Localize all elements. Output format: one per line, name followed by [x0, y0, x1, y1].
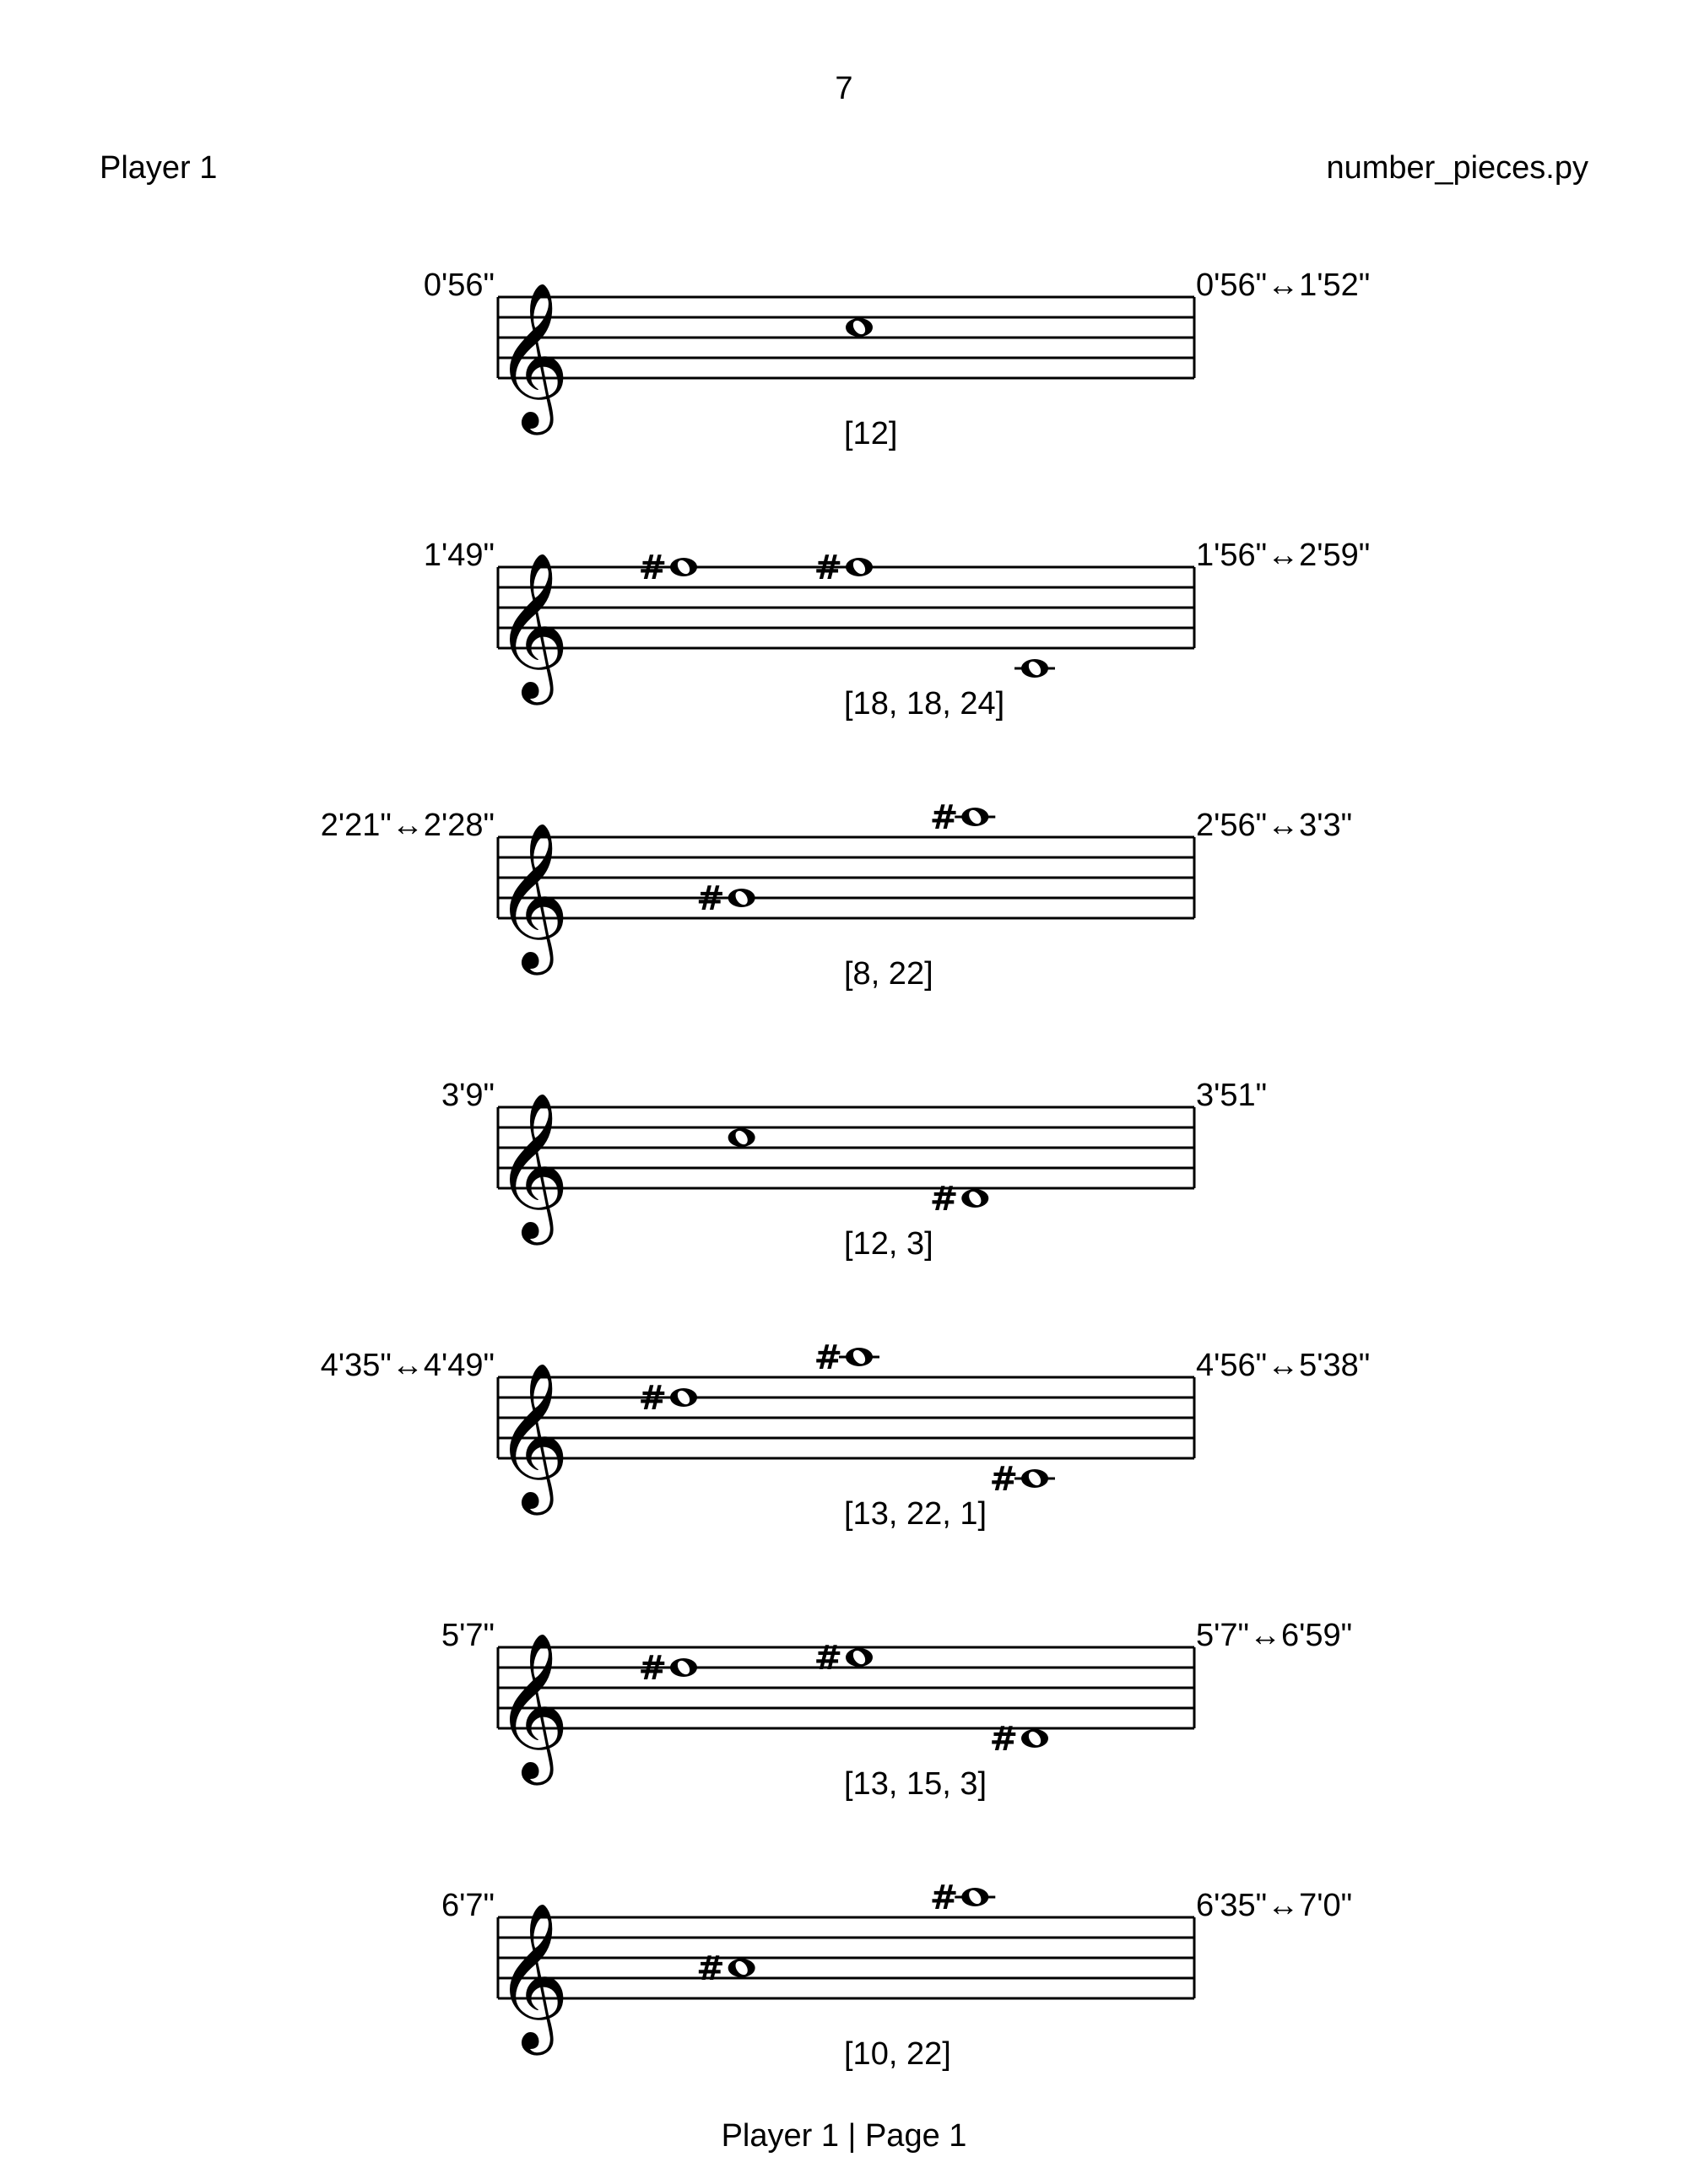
start-time-label: 6'7"	[441, 1888, 495, 1923]
pitch-list-label: [13, 22, 1]	[844, 1496, 987, 1532]
pitch-list-label: [12, 3]	[844, 1226, 933, 1262]
whole-note	[989, 1460, 1055, 1499]
sharp-icon: #	[638, 1379, 667, 1418]
sharp-icon: #	[929, 1180, 959, 1219]
treble-clef-icon: 𝄞	[495, 1362, 570, 1509]
start-time-label: 0'56"	[423, 268, 495, 303]
start-time-label: 1'49"	[423, 538, 495, 573]
end-time-label: 6'35"↔7'0"	[1196, 1888, 1353, 1923]
sharp-icon: #	[989, 1720, 1018, 1759]
pitch-list-label: [12]	[844, 416, 898, 451]
treble-clef-icon: 𝄞	[495, 822, 570, 969]
sharp-icon: #	[638, 549, 667, 587]
sharp-icon: #	[696, 879, 725, 918]
pitch-list-label: [10, 22]	[844, 2036, 951, 2072]
start-time-label: 3'9"	[441, 1078, 495, 1113]
sharp-icon: #	[638, 1649, 667, 1688]
treble-clef-icon: 𝄞	[495, 1632, 570, 1779]
end-time-label: 3'51"	[1196, 1078, 1268, 1113]
pitch-list-label: [18, 18, 24]	[844, 686, 1005, 722]
end-time-label: 2'56"↔3'3"	[1196, 808, 1353, 843]
end-time-label: 4'56"↔5'38"	[1196, 1348, 1371, 1383]
whole-note	[930, 1180, 989, 1219]
start-time-label: 2'21"↔2'28"	[320, 808, 495, 843]
treble-clef-icon: 𝄞	[495, 1092, 570, 1239]
pitch-list-label: [8, 22]	[844, 956, 933, 992]
whole-note	[814, 1639, 873, 1678]
start-time-label: 5'7"	[441, 1618, 495, 1653]
page-footer: Player 1 | Page 1	[721, 2118, 967, 2154]
staff-system	[321, 1338, 1371, 1532]
staff-system	[424, 538, 1370, 722]
start-time-label: 4'35"↔4'49"	[320, 1348, 495, 1383]
staff-system	[424, 268, 1370, 451]
end-time-label: 0'56"↔1'52"	[1196, 268, 1371, 303]
pitch-list-label: [13, 15, 3]	[844, 1766, 987, 1802]
sharp-icon: #	[929, 1879, 959, 1917]
whole-note	[989, 1720, 1048, 1759]
staff-system	[441, 1879, 1352, 2072]
treble-clef-icon: 𝄞	[495, 552, 570, 699]
whole-note	[846, 318, 873, 337]
whole-note	[696, 1949, 755, 1988]
sharp-icon: #	[989, 1460, 1018, 1499]
whole-note	[930, 1879, 996, 1917]
end-time-label: 5'7"↔6'59"	[1196, 1618, 1353, 1653]
filename-label: number_pieces.py	[1326, 150, 1588, 186]
whole-note	[1014, 659, 1055, 678]
sharp-icon: #	[696, 1949, 725, 1988]
whole-note	[728, 1128, 755, 1147]
sharp-icon: #	[929, 798, 959, 837]
treble-clef-icon: 𝄞	[495, 282, 570, 429]
staff-system	[321, 798, 1352, 992]
staff-system	[441, 1078, 1267, 1262]
whole-note	[930, 798, 996, 837]
sharp-icon: #	[814, 1639, 842, 1678]
staff-system	[441, 1618, 1352, 1802]
player-label: Player 1	[100, 150, 218, 186]
sharp-icon: #	[814, 1338, 842, 1377]
whole-note	[814, 1338, 879, 1377]
page-number: 7	[835, 71, 853, 106]
sharp-icon: #	[814, 549, 842, 587]
treble-clef-icon: 𝄞	[495, 1902, 570, 2049]
end-time-label: 1'56"↔2'59"	[1196, 538, 1371, 573]
